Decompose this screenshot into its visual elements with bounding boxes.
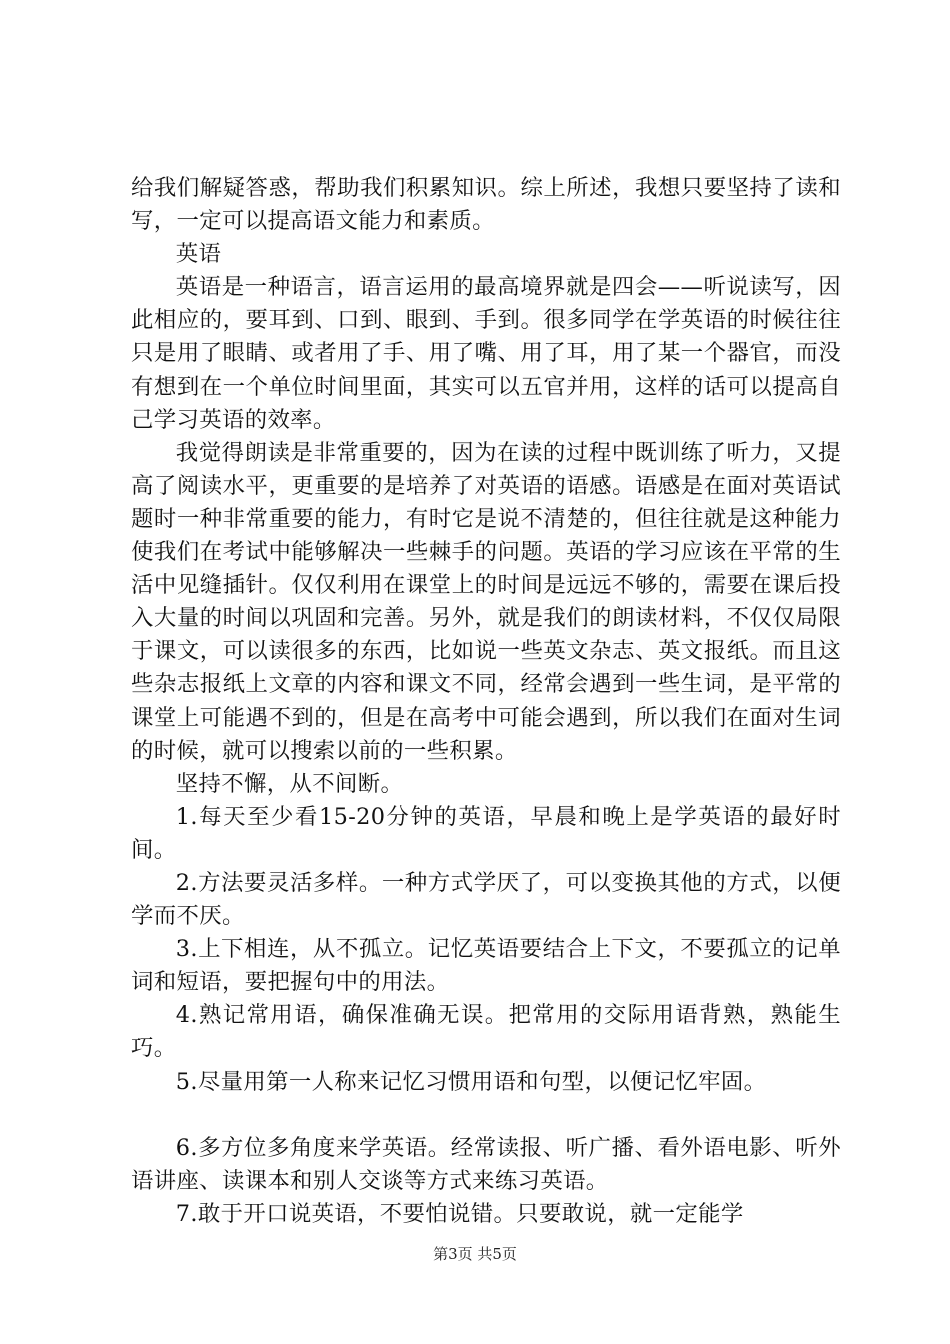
list-item-7: 7.敢于开口说英语，不要怕说错。只要敢说，就一定能学 <box>175 1200 744 1227</box>
document-body <box>131 172 841 1231</box>
paragraph-reading-aloud: 我觉得朗读是非常重要的，因为在读的过程中既训练了听力，又提高了阅读水平，更重要的是培养了对英语的语感。语感是在面对英语试题时一种非常重要的能力，有时它是说不清楚的，但往往就是这种能力使我们在考试中能够解决一些棘手的问题。英语的学习应该在平常的生活中见缝插针。仅仅利用在课堂上的时间是远远不够的，需要在课后投入大量的时间以巩固和完善。另外，就是我们的朗读材料，不仅仅局限于课文，可以读很多的东西，比如说一些英文杂志、英文报纸。而且这些杂志报纸上文章的内容和课文不同，经常会遇到一些生词，是平常的课堂上可能遇不到的，但是在高考中可能会遇到，所以我们在面对生词的时候，就可以搜索以前的一些积累。 <box>131 439 841 764</box>
blank-line <box>131 1099 841 1132</box>
paragraph-intro: 英语是一种语言，语言运用的最高境界就是四会——听说读写，因此相应的，要耳到、口到、眼到、手到。很多同学在学英语的时候往往只是用了眼睛、或者用了手、用了嘴、用了耳，用了某一个器官，而没有想到在一个单位时间里面，其实可以五官并用，这样的话可以提高自己学习英语的效率。 <box>131 274 841 433</box>
list-item-5: 5.尽量用第一人称来记忆习惯用语和句型，以便记忆牢固。 <box>175 1068 767 1095</box>
section-heading-english: 英语 <box>175 241 222 268</box>
list-item-3: 3.上下相连，从不孤立。记忆英语要结合上下文，不要孤立的记单词和短语，要把握句中的用法。 <box>131 936 841 996</box>
page-number-footer: 第3页 共5页 <box>433 1245 517 1263</box>
list-item-1: 1.每天至少看15-20分钟的英语，早晨和晚上是学英语的最好时间。 <box>131 803 841 863</box>
paragraph-persistence: 坚持不懈，从不间断。 <box>175 770 404 797</box>
paragraph-continuation: 给我们解疑答惑，帮助我们积累知识。综上所述，我想只要坚持了读和写，一定可以提高语文能力和素质。 <box>131 175 841 235</box>
list-item-6: 6.多方位多角度来学英语。经常读报、听广播、看外语电影、听外语讲座、读课本和别人交谈等方式来练习英语。 <box>131 1134 841 1194</box>
list-item-2: 2.方法要灵活多样。一种方式学厌了，可以变换其他的方式，以便学而不厌。 <box>131 869 841 930</box>
list-item-4: 4.熟记常用语，确保准确无误。把常用的交际用语背熟，熟能生巧。 <box>131 1002 841 1062</box>
